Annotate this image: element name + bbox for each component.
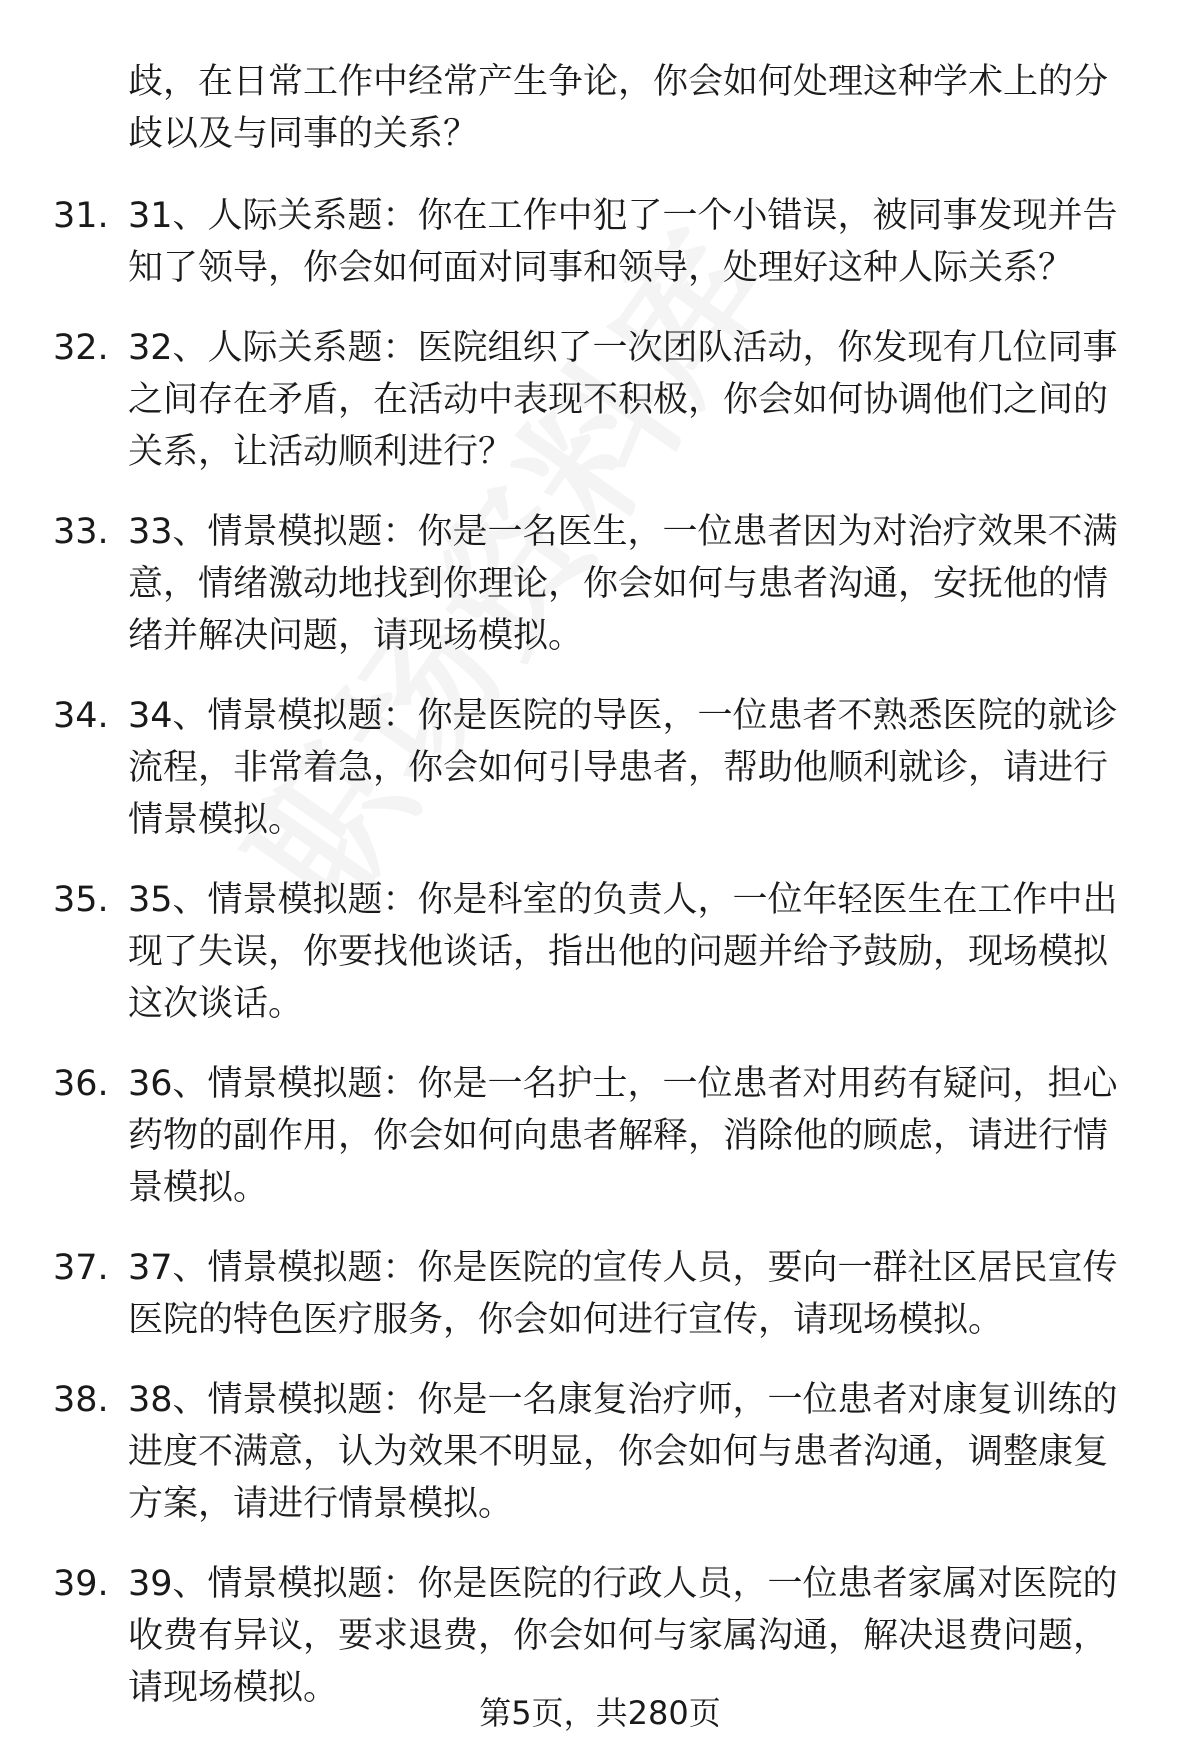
question-text: 32、人际关系题：医院组织了一次团队活动，你发现有几位同事之间存在矛盾，在活动中表现不积极，你会如何协调他们之间的关系，让活动顺利进行？ <box>128 328 1118 472</box>
question-text: 33、情景模拟题：你是一名医生，一位患者因为对治疗效果不满意，情绪激动地找到你理论，你会如何与患者沟通，安抚他的情绪并解决问题，请现场模拟。 <box>128 512 1118 656</box>
question-number: 33. <box>53 512 109 552</box>
question-item <box>0 874 1200 1030</box>
question-text: 35、情景模拟题：你是科室的负责人，一位年轻医生在工作中出现了失误，你要找他谈话，指出他的问题并给予鼓励，现场模拟这次谈话。 <box>128 880 1118 1024</box>
question-text: 38、情景模拟题：你是一名康复治疗师，一位患者对康复训练的进度不满意，认为效果不明显，你会如何与患者沟通，调整康复方案，请进行情景模拟。 <box>128 1380 1118 1524</box>
question-item <box>0 322 1200 478</box>
question-number: 37. <box>53 1248 109 1288</box>
question-item <box>0 690 1200 846</box>
question-item <box>0 1058 1200 1214</box>
page-footer: 第5页，共280页 <box>479 1694 721 1732</box>
question-text: 31、人际关系题：你在工作中犯了一个小错误，被同事发现并告知了领导，你会如何面对同事和领导，处理好这种人际关系？ <box>128 196 1118 288</box>
question-list <box>0 190 1200 1742</box>
question-number: 32. <box>53 328 109 368</box>
question-item <box>0 506 1200 662</box>
question-number: 35. <box>53 880 109 920</box>
question-item <box>0 1374 1200 1530</box>
question-text: 37、情景模拟题：你是医院的宣传人员，要向一群社区居民宣传医院的特色医疗服务，你会如何进行宣传，请现场模拟。 <box>128 1248 1118 1340</box>
question-item <box>0 190 1200 294</box>
question-text: 39、情景模拟题：你是医院的行政人员，一位患者家属对医院的收费有异议，要求退费，你会如何与家属沟通，解决退费问题，请现场模拟。 <box>128 1564 1118 1708</box>
question-number: 38. <box>53 1380 109 1420</box>
question-text: 34、情景模拟题：你是医院的导医，一位患者不熟悉医院的就诊流程，非常着急，你会如何引导患者，帮助他顺利就诊，请进行情景模拟。 <box>128 696 1118 840</box>
question-number: 31. <box>53 196 109 236</box>
continuation-paragraph: 歧，在日常工作中经常产生争论，你会如何处理这种学术上的分歧以及与同事的关系？ <box>128 62 1109 154</box>
question-text: 36、情景模拟题：你是一名护士，一位患者对用药有疑问，担心药物的副作用，你会如何向患者解释，消除他的顾虑，请进行情景模拟。 <box>128 1064 1118 1208</box>
question-number: 36. <box>53 1064 109 1104</box>
question-number: 34. <box>53 696 109 736</box>
question-item <box>0 1242 1200 1346</box>
question-number: 39. <box>53 1564 109 1604</box>
